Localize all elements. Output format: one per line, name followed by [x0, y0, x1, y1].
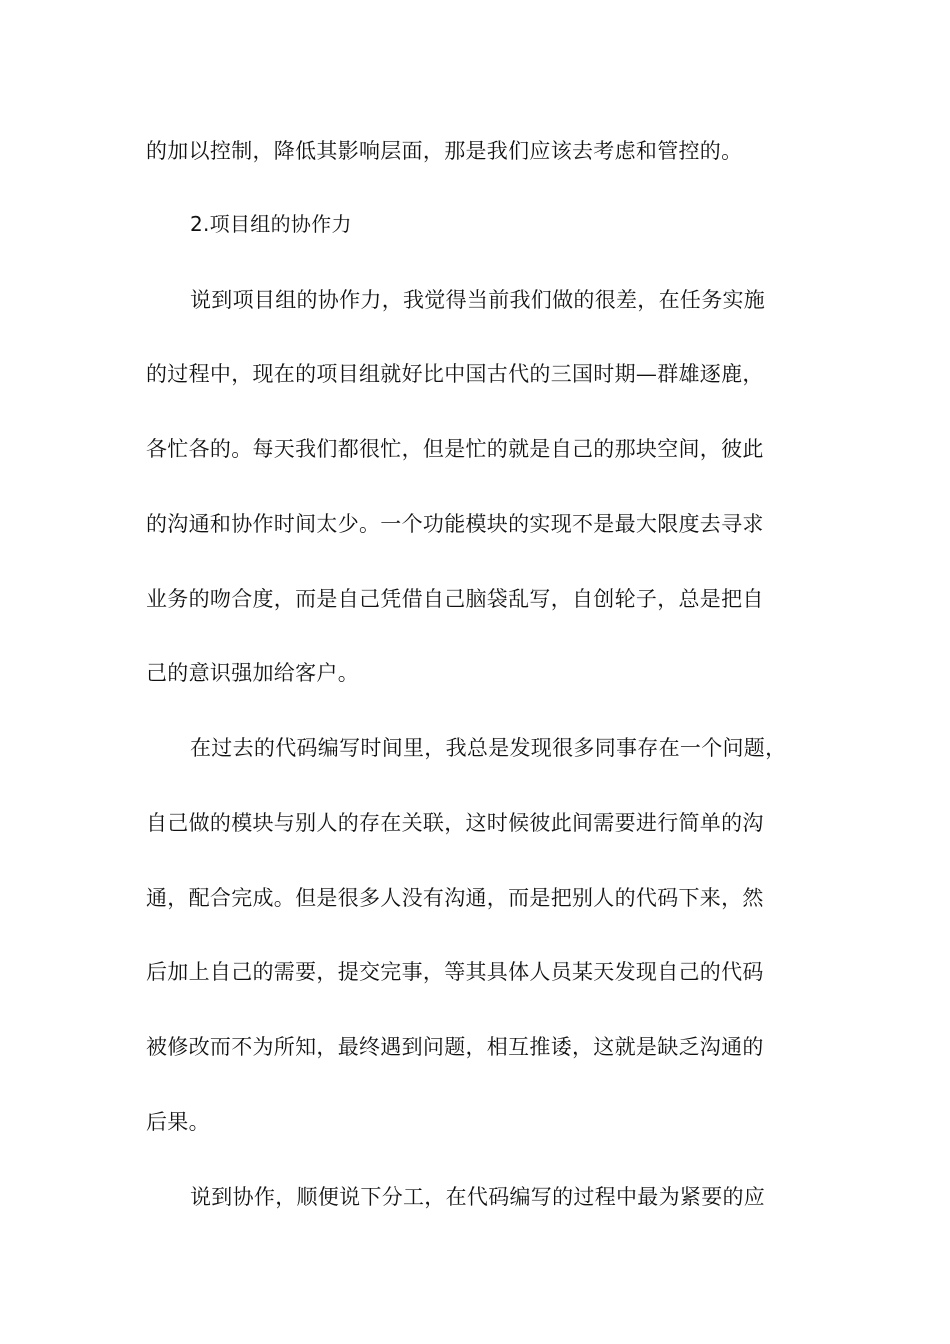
paragraph-line: 后加上自己的需要，提交完事，等其具体人员某天发现自己的代码	[146, 960, 764, 984]
paragraph-line: 己的意识强加给客户。	[146, 661, 359, 685]
paragraph-line: 的过程中，现在的项目组就好比中国古代的三国时期—群雄逐鹿，	[146, 362, 764, 386]
paragraph-line: 被修改而不为所知，最终遇到问题，相互推诿，这就是缺乏沟通的	[146, 1035, 764, 1059]
paragraph-line: 说到项目组的协作力，我觉得当前我们做的很差，在任务实施	[190, 288, 766, 312]
paragraph-line: 的加以控制，降低其影响层面，那是我们应该去考虑和管控的。	[146, 139, 743, 163]
section-heading: 2.项目组的协作力	[190, 212, 352, 236]
paragraph-line: 说到协作，顺便说下分工，在代码编写的过程中最为紧要的应	[190, 1185, 766, 1209]
paragraph-line: 后果。	[146, 1110, 210, 1134]
paragraph-line: 在过去的代码编写时间里，我总是发现很多同事存在一个问题，	[190, 736, 787, 760]
paragraph-line: 通，配合完成。但是很多人没有沟通，而是把别人的代码下来，然	[146, 886, 764, 910]
paragraph-line: 各忙各的。每天我们都很忙，但是忙的就是自己的那块空间，彼此	[146, 437, 764, 461]
paragraph-line: 业务的吻合度，而是自己凭借自己脑袋乱写，自创轮子，总是把自	[146, 587, 764, 611]
paragraph-line: 的沟通和协作时间太少。一个功能模块的实现不是最大限度去寻求	[146, 512, 764, 536]
paragraph-line: 自己做的模块与别人的存在关联，这时候彼此间需要进行简单的沟	[146, 811, 764, 835]
